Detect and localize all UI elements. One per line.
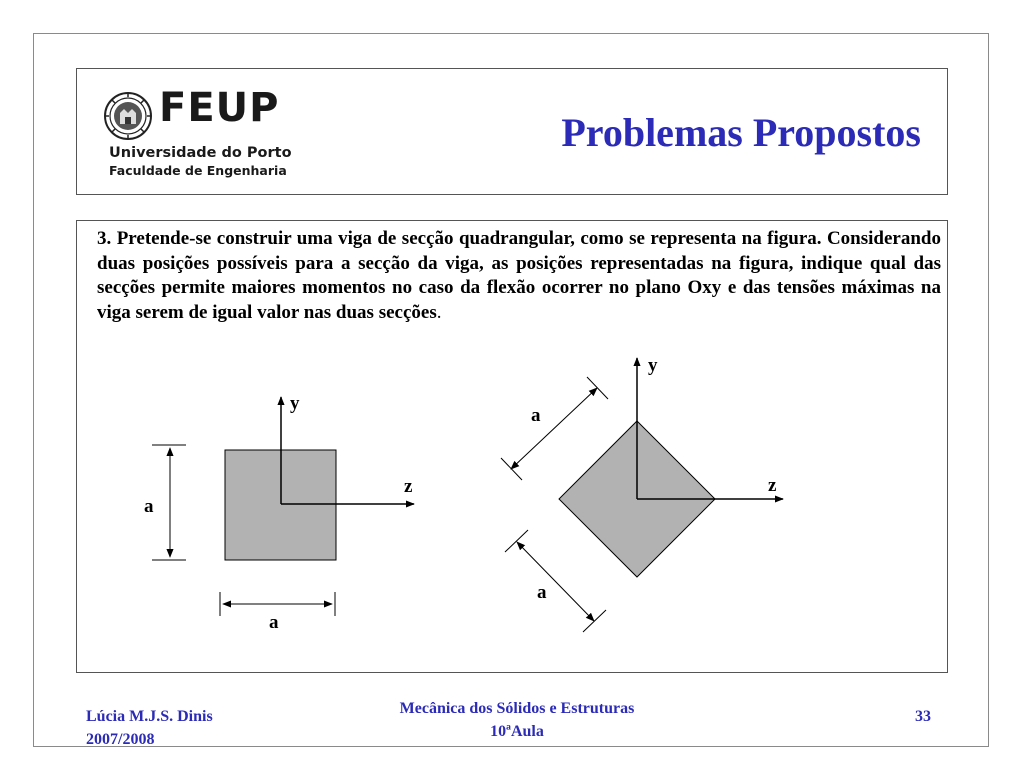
- z-label-left: z: [404, 476, 413, 497]
- height-dimension: [152, 445, 186, 560]
- footer-year: 2007/2008: [86, 731, 155, 748]
- problem-text: 3. Pretende-se construir uma viga de secção quadrangular, como se representa na figura. Considerando duas posições possíveis para a secção da viga, as posições representadas na figura, indique qual das secções permite maiores momentos no caso da flexão ocorrer no plano Oxy e das tensões máximas na viga serem de igual valor nas duas secções: [97, 228, 941, 323]
- square-section-left: [144, 393, 414, 633]
- slide-title: Problemas Propostos: [561, 110, 921, 155]
- logo-university: Universidade do Porto: [109, 145, 292, 161]
- problem-end-mark: .: [436, 301, 442, 323]
- footer-page-number: 33: [915, 708, 931, 725]
- upper-side-dimension: [501, 377, 608, 480]
- upper-side-label: a: [531, 405, 541, 426]
- logo-name: FEUP: [159, 85, 280, 131]
- width-label: a: [269, 612, 279, 633]
- diamond-section-right: [501, 355, 783, 632]
- footer-course: Mecânica dos Sólidos e Estruturas: [399, 700, 635, 717]
- lower-side-label: a: [537, 582, 547, 603]
- height-label: a: [144, 496, 154, 517]
- y-label-left: y: [290, 393, 300, 414]
- z-label-right: z: [768, 475, 777, 496]
- y-label-right: y: [648, 355, 658, 376]
- lower-side-dimension: [505, 530, 606, 632]
- footer-lesson: 10ªAula: [490, 723, 544, 740]
- footer-author: Lúcia M.J.S. Dinis: [86, 708, 213, 725]
- logo-faculty: Faculdade de Engenharia: [109, 163, 287, 178]
